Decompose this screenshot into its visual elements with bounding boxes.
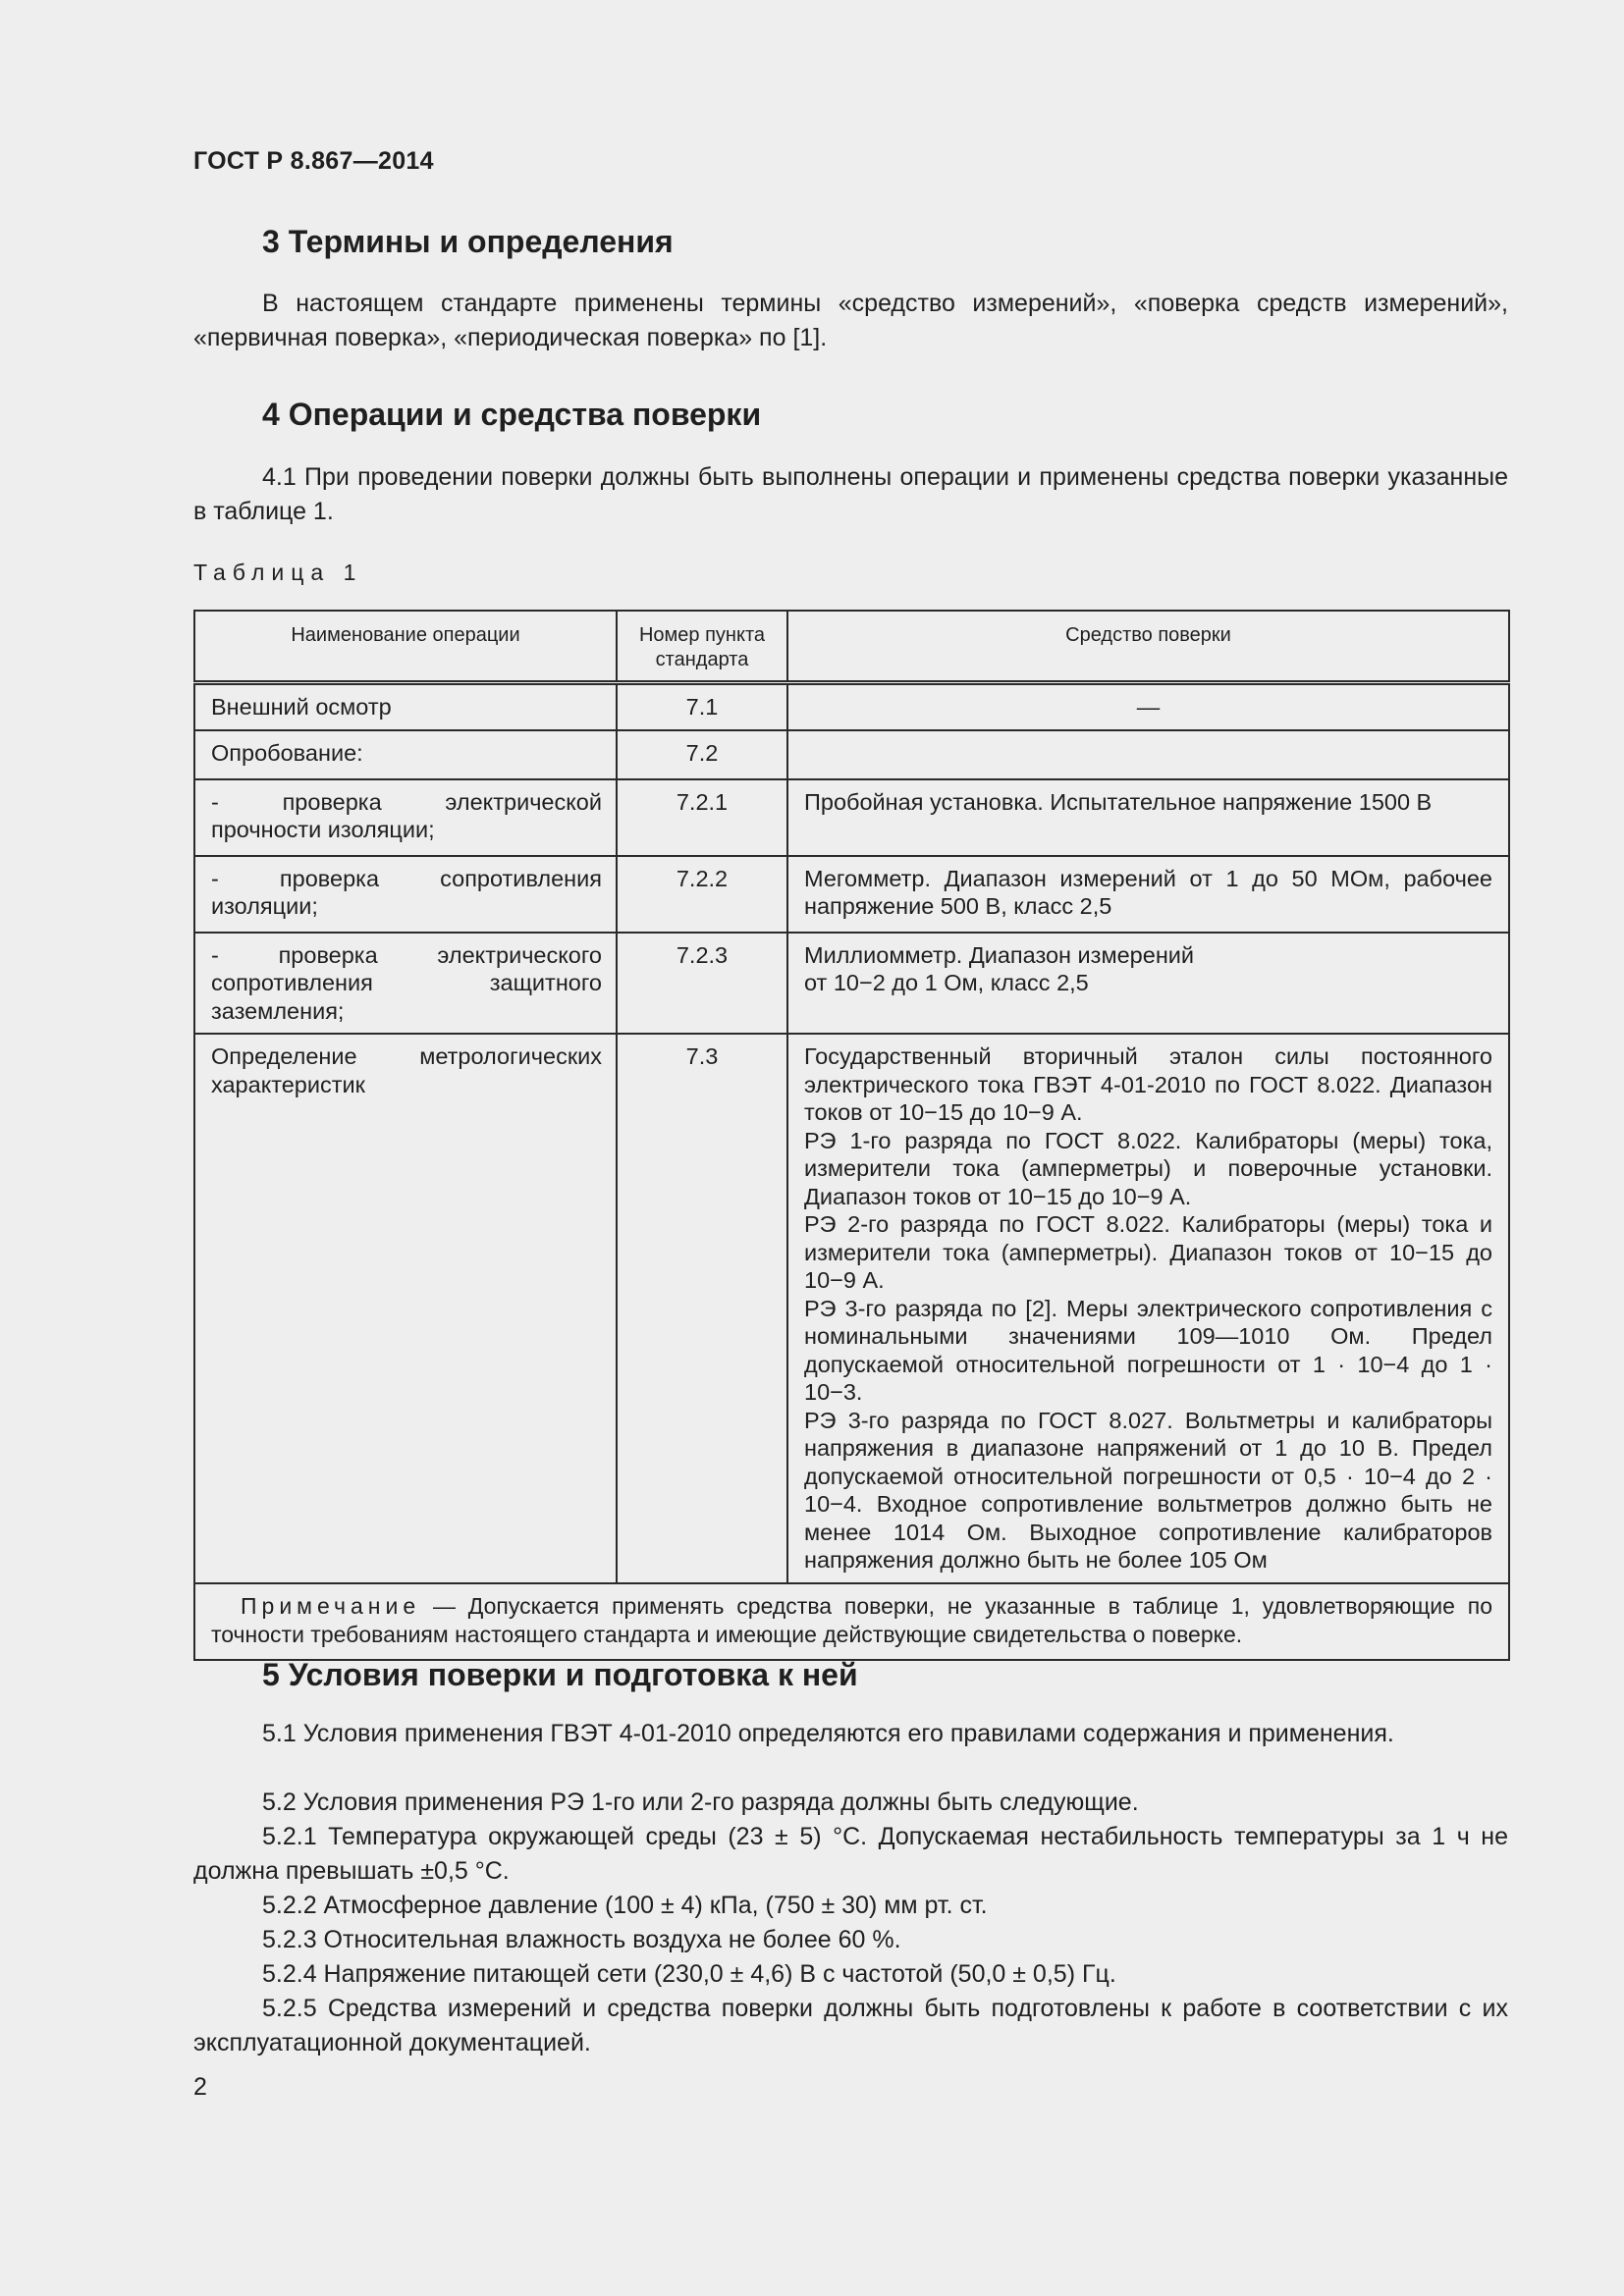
- means-paragraph: Государственный вторичный эталон силы постоянного электрического тока ГВЭТ 4-01-2010 по ГОСТ 8.022. Диапазон токов от 10−15 до 10−9 А.: [804, 1043, 1492, 1125]
- cell-means: [787, 933, 1509, 1035]
- cell-clause: 7.2.1: [617, 779, 787, 856]
- cell-means: [787, 1034, 1509, 1583]
- section-5-paragraph: 5.2.5 Средства измерений и средства поверки должны быть подготовлены к работе в соответствии с их эксплуатационной документацией.: [193, 1995, 1508, 2056]
- means-line: от 10−2 до 1 Ом, класс 2,5: [804, 970, 1089, 995]
- cell-clause: 7.2.3: [617, 933, 787, 1035]
- table-note: [194, 1583, 1509, 1660]
- cell-clause: 7.2.2: [617, 856, 787, 933]
- means-paragraph: РЭ 1-го разряда по ГОСТ 8.022. Калибраторы (меры) тока, измерители тока (амперметры) и поверочные установки. Диапазон токов от 10−15 до 10−9 А.: [804, 1127, 1492, 1209]
- header-means: Средство поверки: [787, 611, 1509, 683]
- section-5-paragraph: 5.2.2 Атмосферное давление (100 ± 4) кПа, (750 ± 30) мм рт. ст.: [262, 1892, 988, 1919]
- section-5-paragraph: 5.2.1 Температура окружающей среды (23 ± 5) °С. Допускаемая нестабильность температуры за 1 ч не должна превышать ±0,5 °С.: [193, 1823, 1508, 1885]
- cell-clause: 7.2: [617, 730, 787, 779]
- means-paragraph: РЭ 3-го разряда по [2]. Меры электрического сопротивления с номинальными значениями 109—1010 Ом. Предел допускаемой относительной погрешности от 1 · 10−4 до 1 · 10−3.: [804, 1295, 1492, 1405]
- cell-operation: Внешний осмотр: [194, 683, 617, 730]
- table-caption: Таблица 1: [193, 560, 363, 585]
- document-header: ГОСТ Р 8.867—2014: [193, 147, 434, 175]
- cell-clause: 7.3: [617, 1034, 787, 1583]
- cell-operation: - проверка электрической прочности изоляции;: [194, 779, 617, 856]
- verification-table: [193, 610, 1510, 1661]
- page-number: 2: [193, 2073, 207, 2101]
- section-5-title: 5 Условия поверки и подготовка к ней: [262, 1657, 858, 1692]
- section-4-text: 4.1 При проведении поверки должны быть выполнены операции и применены средства поверки указанные в таблице 1.: [193, 463, 1508, 525]
- means-paragraph: РЭ 3-го разряда по ГОСТ 8.027. Вольтметры и калибраторы напряжения в диапазоне напряжений от 1 до 10 В. Предел допускаемой относительной погрешности от 0,5 · 10−4 до 2 · 10−4. Входное сопротивление вольтметров должно быть не менее 1014 Ом. Выходное сопротивление калибраторов напряжения должно быть не более 105 Ом: [804, 1407, 1492, 1573]
- table-row: [194, 779, 1509, 856]
- table-row: [194, 730, 1509, 779]
- table-note-row: [194, 1583, 1509, 1660]
- table-row: [194, 1034, 1509, 1583]
- section-5-paragraph: 5.2.3 Относительная влажность воздуха не более 60 %.: [262, 1926, 901, 1953]
- means-paragraph: РЭ 2-го разряда по ГОСТ 8.022. Калибраторы (меры) тока и измерители тока (амперметры). Диапазон токов от 10−15 до 10−9 А.: [804, 1211, 1492, 1293]
- cell-means: [787, 730, 1509, 779]
- table-row: [194, 856, 1509, 933]
- cell-means: —: [787, 683, 1509, 730]
- cell-clause: 7.1: [617, 683, 787, 730]
- table-row: [194, 933, 1509, 1035]
- section-4-title: 4 Операции и средства поверки: [262, 397, 762, 432]
- header-clause: Номер пункта стандарта: [617, 611, 787, 683]
- header-operation: Наименование операции: [194, 611, 617, 683]
- cell-operation: - проверка электрического сопротивления защитного заземления;: [194, 933, 617, 1035]
- cell-operation: Опробование:: [194, 730, 617, 779]
- cell-operation: Определение метрологических характеристик: [194, 1034, 617, 1583]
- table-header-row: [194, 611, 1509, 683]
- cell-operation: - проверка сопротивления изоляции;: [194, 856, 617, 933]
- cell-means: Мегомметр. Диапазон измерений от 1 до 50 МОм, рабочее напряжение 500 В, класс 2,5: [787, 856, 1509, 933]
- note-text: — Допускается применять средства поверки, не указанные в таблице 1, удовлетворяющие по точности требованиям настоящего стандарта и имеющие действующие свидетельства о поверке.: [211, 1592, 1492, 1647]
- note-label: Примечание: [241, 1592, 421, 1619]
- table-row: [194, 683, 1509, 730]
- section-5-paragraph: 5.2 Условия применения РЭ 1-го или 2-го разряда должны быть следующие.: [262, 1789, 1139, 1816]
- means-line: Миллиомметр. Диапазон измерений: [804, 941, 1195, 968]
- section-3-text: В настоящем стандарте применены термины «средство измерений», «поверка средств измерений», «первичная поверка», «периодическая поверка» по [1].: [193, 290, 1508, 351]
- cell-means: Пробойная установка. Испытательное напряжение 1500 В: [787, 779, 1509, 856]
- section-5-paragraph: 5.2.4 Напряжение питающей сети (230,0 ± 4,6) В с частотой (50,0 ± 0,5) Гц.: [262, 1960, 1116, 1988]
- section-5-paragraph: 5.1 Условия применения ГВЭТ 4-01-2010 определяются его правилами содержания и применения.: [262, 1720, 1394, 1747]
- section-3-title: 3 Термины и определения: [262, 224, 674, 259]
